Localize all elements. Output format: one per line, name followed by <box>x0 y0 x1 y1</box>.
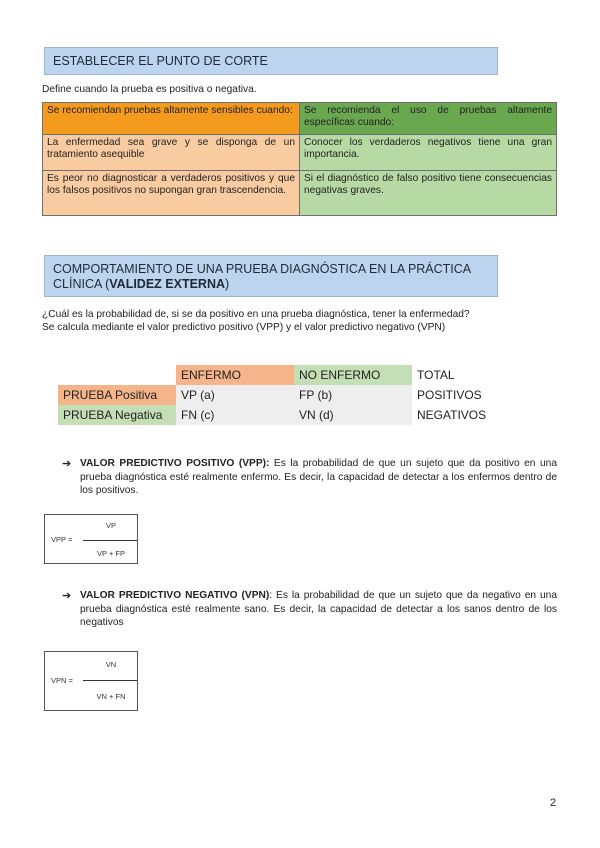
vpn-formula-denominator: VN + FN <box>96 692 126 701</box>
vpp-formula-denominator: VP + FP <box>96 549 125 558</box>
criteria-cell-specific: Si el diagnóstico de falso positivo tiene consecuencias negativas graves. <box>300 171 557 216</box>
predictive-value-table <box>58 365 494 425</box>
cell-fp: FP (b) <box>294 385 412 405</box>
cell-vn: VN (d) <box>294 405 412 425</box>
vpp-title: VALOR PREDICTIVO POSITIVO (VPP): <box>80 458 270 469</box>
fraction-bar <box>83 540 137 541</box>
arrow-bullet-icon: ➔ <box>62 458 72 470</box>
cell-fn: FN (c) <box>176 405 294 425</box>
row-prueba-negativa: PRUEBA Negativa <box>58 405 176 425</box>
vpp-formula <box>44 514 138 564</box>
criteria-cell-sensitive: Es peor no diagnosticar a verdaderos positivos y que los falsos positivos no supongan gran trascendencia. <box>43 171 300 216</box>
value-table-row-negative <box>58 405 494 425</box>
question-text: ¿Cuál es la probabilidad de, si se da positivo en una prueba diagnóstica, tener la enfermedad? <box>42 309 470 320</box>
heading-bold-text: VALIDEZ EXTERNA <box>109 277 226 291</box>
col-no-enfermo: NO ENFERMO <box>294 365 412 385</box>
vpn-formula <box>44 651 138 711</box>
col-enfermo: ENFERMO <box>176 365 294 385</box>
intro-text: Define cuando la prueba es positiva o negativa. <box>42 84 257 95</box>
section-heading-validez-externa: COMPORTAMIENTO DE UNA PRUEBA DIAGNÓSTICA EN LA PRÁCTICA CLÍNICA (VALIDEZ EXTERNA) <box>44 255 498 297</box>
criteria-row <box>43 171 557 216</box>
section-heading-punto-corte: ESTABLECER EL PUNTO DE CORTE <box>44 47 498 75</box>
criteria-table <box>42 102 557 216</box>
value-table-row-positive <box>58 385 494 405</box>
value-table-header-row <box>58 365 494 385</box>
vpp-formula-numerator: VP <box>105 521 116 530</box>
arrow-bullet-icon: ➔ <box>62 590 72 602</box>
page-number: 2 <box>550 797 557 809</box>
criteria-header-sensitive: Se recomiendan pruebas altamente sensibles cuando: <box>43 103 300 135</box>
cell-vp: VP (a) <box>176 385 294 405</box>
cell-negativos: NEGATIVOS <box>417 408 487 422</box>
fraction-bar <box>83 680 137 681</box>
vpn-formula-numerator: VN <box>105 660 117 669</box>
vpp-formula-lhs: VPP = <box>51 535 73 544</box>
vpp-definition <box>80 457 557 498</box>
vpp-text: Es la probabilidad de que un sujeto que da positivo en una prueba diagnóstica esté realmente enfermo. Es decir, la capacidad de detectar a los enfermos dentro de los positivos. <box>80 458 557 496</box>
criteria-row <box>43 135 557 171</box>
vpn-definition <box>80 589 557 630</box>
criteria-cell-specific: Conocer los verdaderos negativos tiene una gran importancia. <box>300 135 557 171</box>
col-total: TOTAL <box>417 368 455 382</box>
criteria-header-specific: Se recomienda el uso de pruebas altamente específicas cuando: <box>300 103 557 135</box>
criteria-cell-sensitive: La enfermedad sea grave y se disponga de un tratamiento asequible <box>43 135 300 171</box>
cell-positivos: POSITIVOS <box>417 388 482 402</box>
vpn-text: : Es la probabilidad de que un sujeto que da negativo en una prueba diagnóstica esté realmente sano. Es decir, la capacidad de detectar a los sanos dentro de los negativos <box>80 590 557 628</box>
criteria-header-row <box>43 103 557 135</box>
row-prueba-positiva: PRUEBA Positiva <box>58 385 176 405</box>
vpn-title: VALOR PREDICTIVO NEGATIVO (VPN) <box>80 590 270 601</box>
calc-text: Se calcula mediante el valor predictivo positivo (VPP) y el valor predictivo negativo (VPN) <box>42 322 446 333</box>
vpn-formula-lhs: VPN = <box>51 676 73 685</box>
